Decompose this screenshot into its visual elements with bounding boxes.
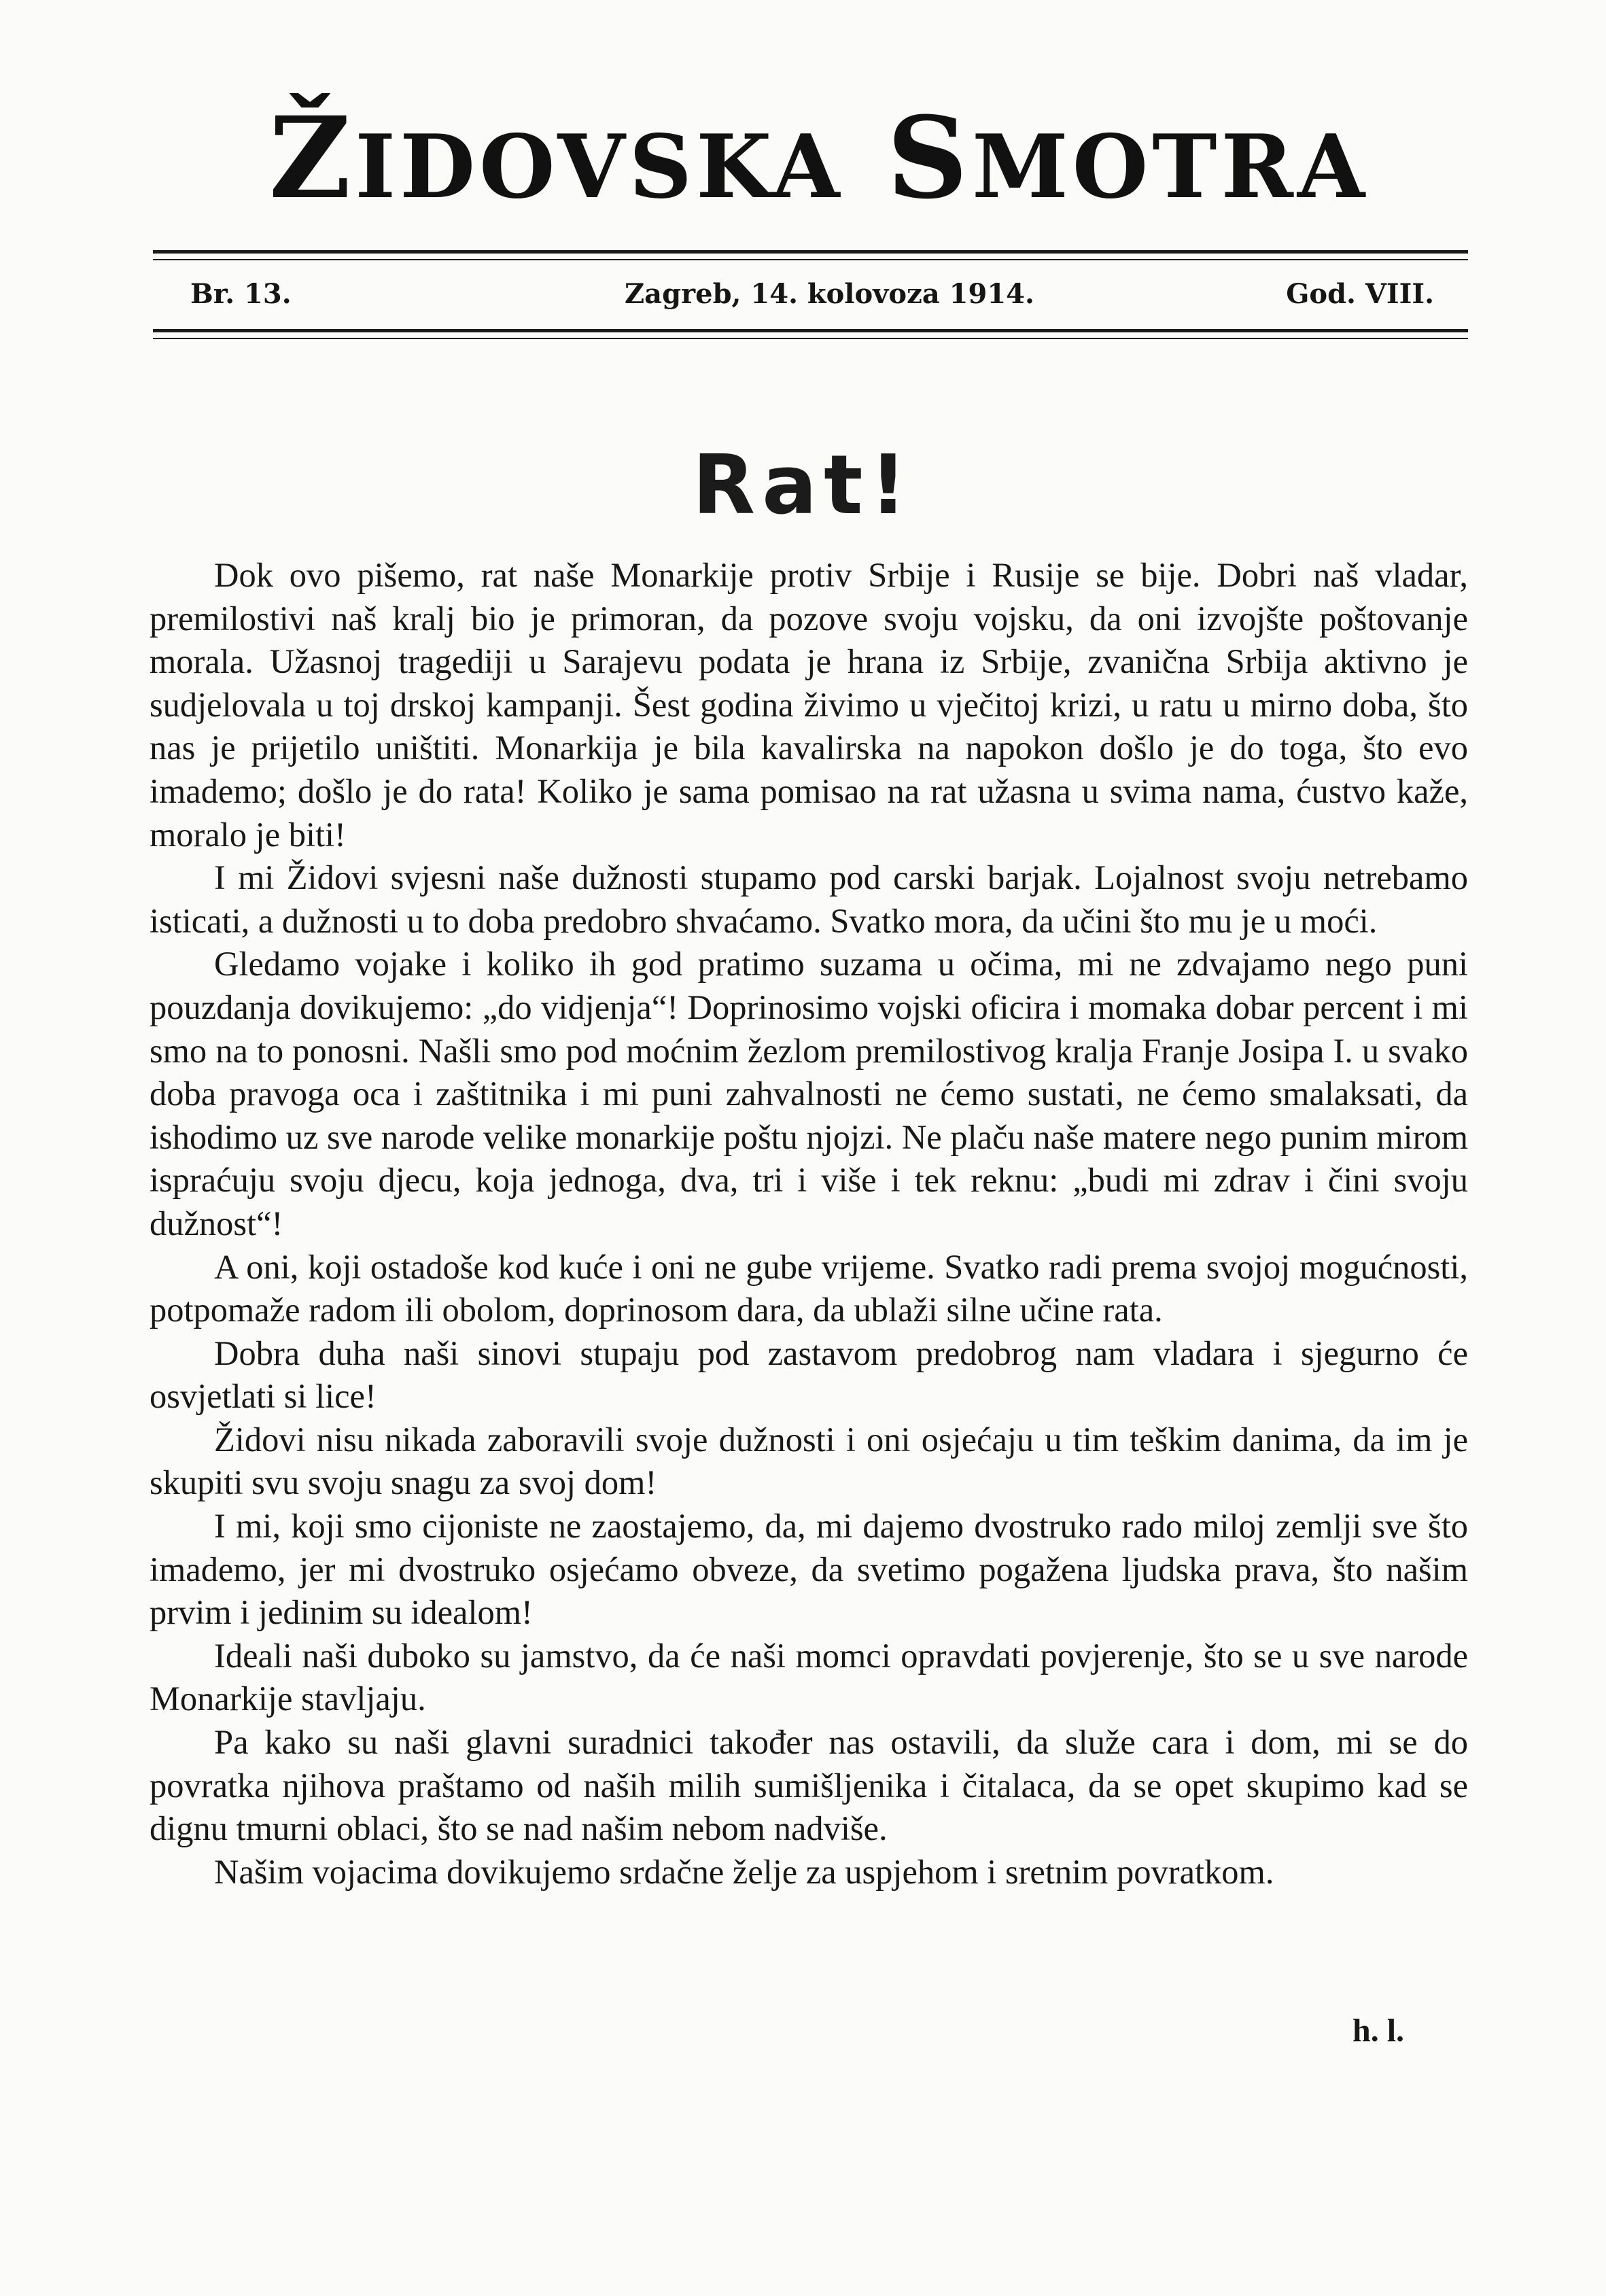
masthead-word2: MOTRA (972, 116, 1369, 218)
bottom-rule-thin (153, 338, 1468, 339)
top-rule-thick (153, 250, 1468, 254)
article-body (150, 554, 1468, 1894)
masthead-title (156, 92, 1482, 224)
article-signature: h. l. (1352, 2013, 1405, 2049)
article-paragraph: I mi, koji smo cijoniste ne zaostajemo, da, mi dajemo dvostruko rado miloj zemlji sve što imademo, jer mi dvostruko osjećamo obveze, da svetimo pogažena ljudska prava, što našim prvim i jedinim su idealom! (150, 1507, 1468, 1632)
masthead-initial-z: Ž (268, 92, 355, 224)
masthead-word1: IDOVSKA (355, 116, 844, 218)
article-paragraph: Dok ovo pišemo, rat naše Monarkije protiv Srbije i Rusije se bije. Dobri naš vladar, premilostivi naš kralj bio je primoran, da pozove svoju vojsku, da oni izvojšte poštovanje morala. Užasnoj tragediji u Sarajevu podata je hrana iz Srbije, zvanična Srbija aktivno je sudjelovala u toj drskoj kampanji. Šest godina živimo u vječitoj krizi, u ratu u mirno doba, što nas je prijetilo uništiti. Monarkija je bila kavalirska na napokon došlo je do toga, što evo imademo; došlo je do rata! Koliko je sama pomisao na rat užasna u svima nama, ćustvo kaže, moralo je biti! (150, 556, 1468, 854)
article-paragraph: Gledamo vojake i koliko ih god pratimo suzama u očima, mi ne zdvajamo nego puni pouzdanja dovikujemo: „do vidjenja“! Doprinosimo vojski oficira i momaka dobar percent i mi smo na to ponosni. Našli smo pod moćnim žezlom premilostivog kralja Franje Josipa I. u svako doba pravoga oca i zaštitnika i mi puni zahvalnosti ne ćemo sustati, ne ćemo smalaksati, da ishodimo uz sve narode velike monarkije poštu njojzi. Ne plaču naše matere nego punim mirom ispraćuju svoju djecu, koja jednoga, dva, tri i više i tek reknu: „budi mi zdrav i čini svoju dužnost“! (150, 945, 1468, 1242)
issue-number: Br. 13. (190, 277, 292, 310)
issue-info-bar (190, 273, 1434, 314)
bottom-rule-thick (153, 329, 1468, 332)
article-headline: Rat! (692, 438, 914, 533)
article-paragraph: Ideali naši duboko su jamstvo, da će naši momci opravdati povjerenje, što se u sve narode Monarkije stavljaju. (150, 1636, 1468, 1718)
article-paragraph: Dobra duha naši sinovi stupaju pod zastavom predobrog nam vladara i sjegurno će osvjetlati si lice! (150, 1334, 1468, 1416)
article-paragraph: Židovi nisu nikada zaboravili svoje dužnosti i oni osjećaju u tim teškim danima, da im je skupiti svu svoju snagu za svoj dom! (150, 1420, 1468, 1502)
article-paragraph: I mi Židovi svjesni naše dužnosti stupamo pod carski barjak. Lojalnost svoju netrebamo isticati, a dužnosti u to doba predobro shvaćamo. Svatko mora, da učini što mu je u moći. (150, 858, 1468, 940)
issue-date: Zagreb, 14. kolovoza 1914. (624, 277, 1034, 310)
masthead-initial-s: S (886, 92, 973, 224)
article-paragraph: A oni, koji ostadoše kod kuće i oni ne gube vrijeme. Svatko radi prema svojoj mogućnosti, potpomaže radom ili obolom, doprinosom dara, da ublaži silne učine rata. (150, 1247, 1468, 1329)
top-rule-thin (153, 259, 1468, 260)
article-paragraph: Pa kako su naši glavni suradnici također nas ostavili, da služe cara i dom, mi se do povratka njihova praštamo od naših milih sumišljenika i čitalaca, da se opet skupimo kad se dignu tmurni oblaci, što se nad našim nebom nadviše. (150, 1723, 1468, 1848)
article-paragraph: Našim vojacima dovikujemo srdačne želje za uspjehom i sretnim povratkom. (214, 1852, 1274, 1891)
issue-year: God. VIII. (1286, 277, 1434, 310)
